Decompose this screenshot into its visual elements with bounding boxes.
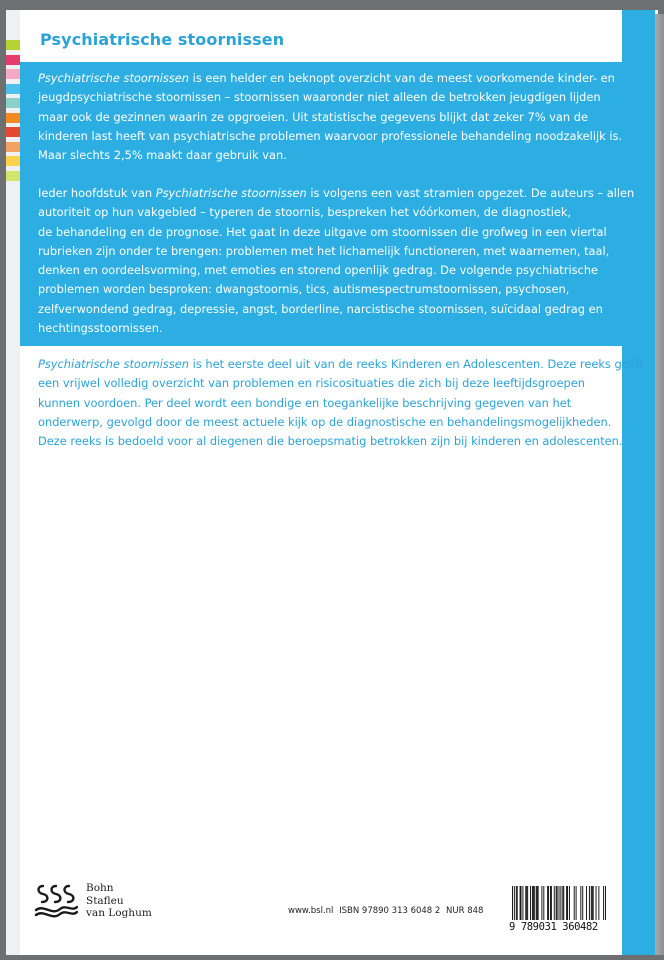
text-line [38,108,610,127]
barcode-bar [516,886,517,920]
barcode-bar [559,886,560,920]
text-run: is een helder en beknopt overzicht van de meest voorkomende kinder- en [189,71,615,85]
isbn-text: ISBN 97890 313 6048 2 [339,906,441,916]
barcode-bar [598,886,599,920]
text-run: rubrieken zijn onder te brengen: problemen met het lichamelijk functioneren, met waarnemen, taal, [38,243,610,258]
color-swatch [6,113,20,123]
barcode-bar [589,886,590,920]
cover-title: Psychiatrische stoornissen [40,30,285,49]
right-color-stripe [622,10,655,955]
text-run: Ieder hoofdstuk van [38,186,156,200]
text-run: de behandeling en de prognose. Het gaat in deze uitgave om stoornissen die grofweg in een viertal [38,224,607,239]
nur-text: NUR 848 [446,906,484,916]
barcode-bar [593,886,594,920]
color-swatch [6,156,20,166]
text-run: hechtingsstoornissen. [38,321,163,336]
barcode-bar [514,886,515,920]
publisher-url[interactable]: www.bsl.nl [288,906,334,916]
text-line [38,203,610,222]
barcode-bar [586,886,587,920]
barcode-bar [574,886,575,920]
text-line [38,184,635,203]
barcode-bar [521,886,522,920]
text-run: problemen worden besproken: dwangstoornis, tics, autismespectrumstoornissen, psychosen, [38,282,570,297]
barcode-bar [566,886,567,920]
color-swatch [6,69,20,79]
text-line [38,69,615,88]
publisher-name-line: Bohn [86,882,114,894]
barcode-bar [556,886,557,920]
text-line [38,413,610,432]
color-swatch [6,98,20,108]
text-line [38,355,645,374]
text-run: onderwerp, gevolgd door de meest actuele kijk op de diagnostische en behandelingsmogelijkheden. [38,414,612,429]
barcode-bar [582,886,583,920]
text-line [38,374,610,393]
italic-title: Psychiatrische stoornissen [155,186,307,200]
barcode-bar [560,886,561,920]
publisher-name-line: van Loghum [86,907,152,919]
barcode-bar [512,886,513,920]
text-run: een vrijwel volledig overzicht van problemen en risicosituaties die zich bij deze leeftijdsgroepen [38,376,585,391]
text-run: is het eerste deel uit van de reeks Kinderen en Adolescenten. Deze reeks geeft [189,357,645,371]
text-run: autoriteit op hun vakgebied – typeren de stoornis, bespreken het vóórkomen, de diagnostiek, [38,205,572,220]
text-line [38,261,610,280]
barcode-bar [562,886,563,920]
barcode-bar [576,886,577,920]
text-run: is volgens een vast stramien opgezet. De auteurs – allen [306,186,635,200]
barcode-bar [525,886,526,920]
barcode-bar [596,886,597,920]
barcode-bar [537,886,538,920]
barcode-bar [567,886,568,920]
barcode-bar [536,886,537,920]
italic-title: Psychiatrische stoornissen [38,71,190,85]
text-line [38,280,610,299]
text-run: Deze reeks is bedoeld voor al diegenen die beroepsmatig betrokken zijn bij kinderen en adolescenten. [38,434,623,449]
publisher-name [86,882,152,920]
text-run: kunnen voordoen. Per deel wordt een bondige en toegankelijke beschrijving gegeven van het [38,395,572,410]
text-line [38,432,623,451]
color-swatch [6,171,20,181]
publisher-name-line: Stafleu [86,894,124,907]
barcode-bar [543,886,544,920]
blurb-paragraph-1 [38,69,623,165]
text-line [38,146,610,165]
text-line [38,242,610,261]
text-line [38,88,610,107]
barcode-bar [592,886,593,920]
barcode-bar [563,886,564,920]
barcode-bar [551,886,552,920]
barcode-bar [533,886,534,920]
barcode-bar [527,886,528,920]
text-run: Maar slechts 2,5% maakt daar gebruik van. [38,148,287,163]
blurb-paragraph-2 [38,184,635,338]
color-swatch [6,127,20,137]
text-run: jeugdpsychiatrische stoornissen – stoornissen waaronder niet alleen de betrokken jeugdigen lijden [38,90,601,105]
barcode-bar [520,886,521,920]
barcode-digits: 9 789031 360482 [509,921,598,933]
color-swatch [6,84,20,94]
footer-info [288,906,486,916]
series-paragraph [38,355,645,451]
barcode-bar [541,886,542,920]
barcode-bar [548,886,549,920]
barcode-bar [532,886,533,920]
barcode-bar [530,886,531,920]
text-line [38,394,610,413]
barcode-bar [526,886,527,920]
text-run: maar ook de gezinnen waarin ze opgroeien. Uit statistische gegevens blijkt dat zeker 7% van de [38,109,588,124]
barcode-bar [591,886,592,920]
color-swatch [6,40,20,50]
barcode-bar [547,886,548,920]
italic-title: Psychiatrische stoornissen [38,357,190,371]
text-line [38,127,623,146]
left-color-stripe [6,10,20,955]
color-swatch [6,142,20,152]
barcode-bar [569,886,570,920]
text-line [38,319,610,338]
barcode-bar [580,886,581,920]
barcode-bar [550,886,551,920]
barcode-bar [522,886,523,920]
text-line [38,300,610,319]
barcode-bar [538,886,539,920]
barcode-bar [605,886,606,920]
barcode-bar [603,886,604,920]
barcode-bar [554,886,555,920]
barcode-bar [557,886,558,920]
barcode-bar [534,886,535,920]
text-run: zelfverwondend gedrag, depressie, angst, borderline, narcistische stoornissen, suïcidaal gedrag en [38,301,603,316]
text-line [38,223,610,242]
barcode-bar [517,886,518,920]
text-run: denken en oordeelsvorming, met emoties en storend openlijk gedrag. De volgende psychiatrische [38,263,599,278]
color-swatch [6,55,20,65]
publisher-logo-icon [34,882,78,918]
text-run: kinderen last heeft van psychiatrische problemen waarvoor professionele behandeling noodzakelijk is. [38,128,623,143]
